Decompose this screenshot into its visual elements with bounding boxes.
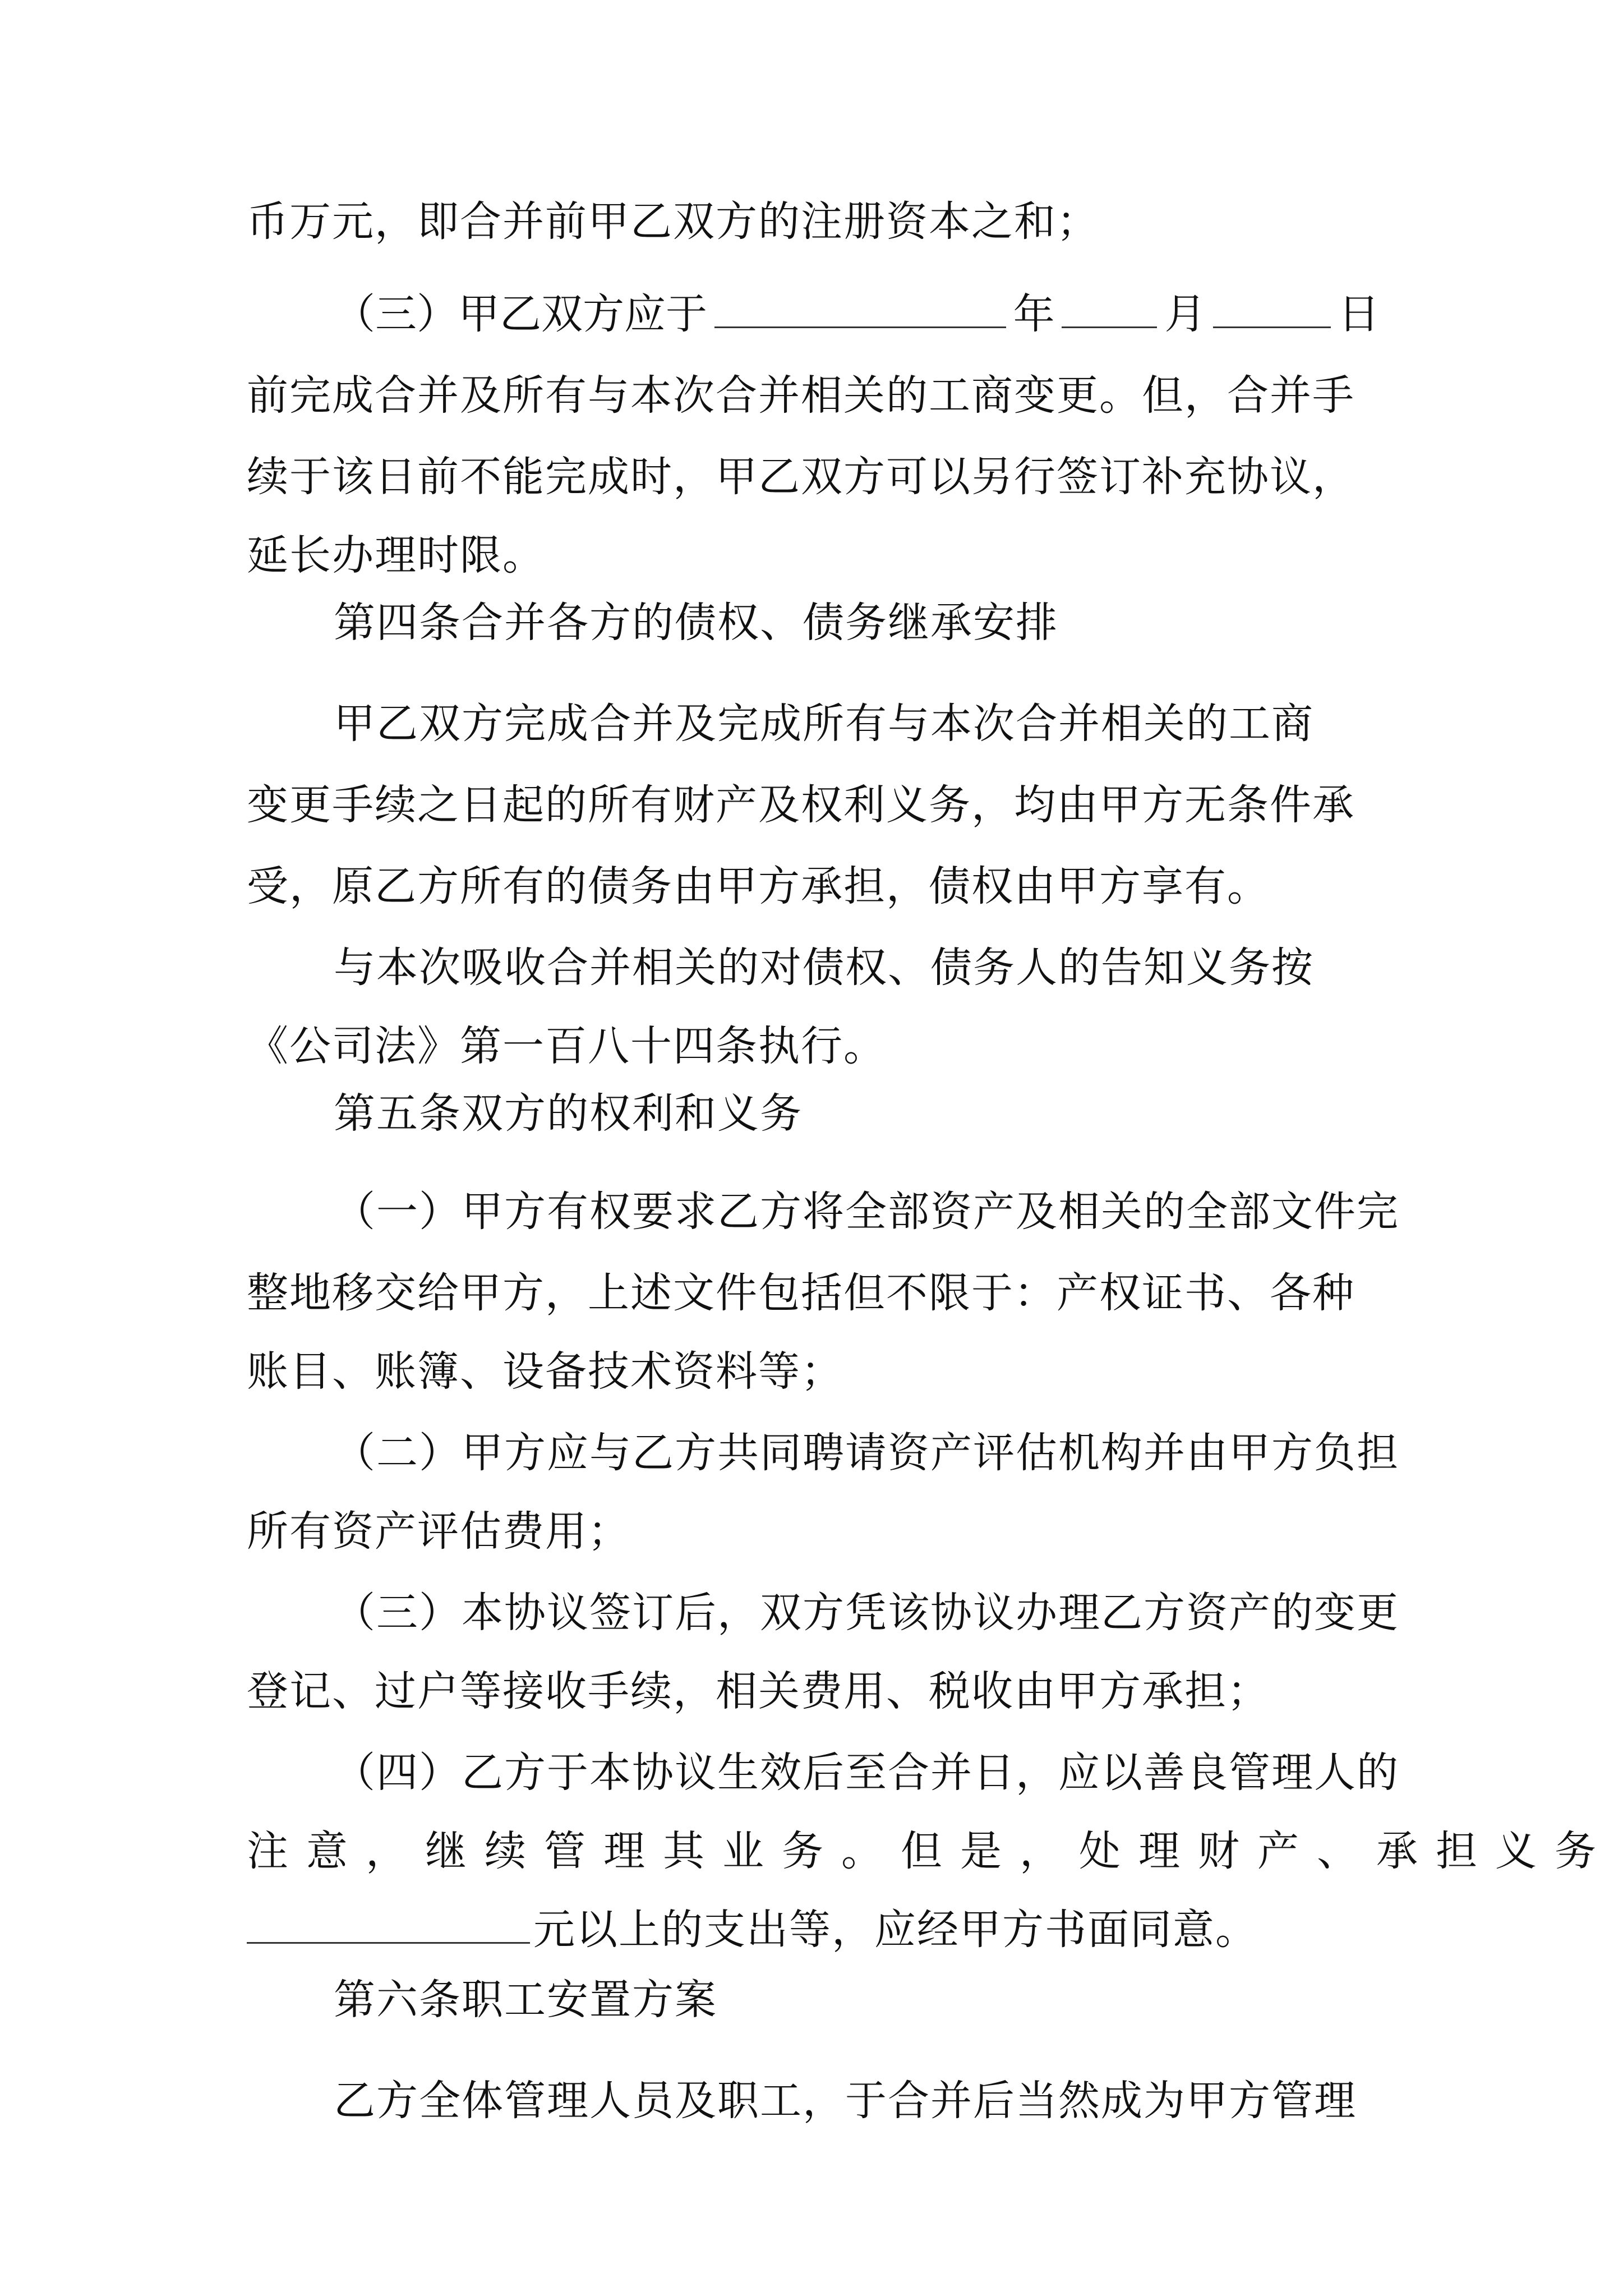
text-line: （四）乙方于本协议生效后至合并日，应以善良管理人的 <box>334 1749 1399 1797</box>
text-line: 币万元，即合并前甲乙双方的注册资本之和； <box>247 197 1099 246</box>
text-line: 与本次吸收合并相关的对债权、债务人的告知义务按 <box>334 944 1314 992</box>
date-line <box>334 286 1380 342</box>
text-line: 变更手续之日起的所有财产及权利义务，均由甲方无条件承 <box>247 781 1355 829</box>
text-line: 账目、账簿、设备技术资料等； <box>247 1347 843 1396</box>
text-line: 乙方全体管理人员及职工，于合并后当然成为甲方管理 <box>334 2077 1357 2125</box>
text-line: 受，原乙方所有的债务由甲方承担，债权由甲方享有。 <box>247 862 1270 910</box>
section-heading: 第五条双方的权利和义务 <box>334 1089 803 1138</box>
text-line: 续于该日前不能完成时，甲乙双方可以另行签订补充协议， <box>247 453 1355 501</box>
text-line: （一）甲方有权要求乙方将全部资产及相关的全部文件完 <box>334 1188 1399 1236</box>
text-segment: 日 <box>1338 290 1380 338</box>
text-line: 延长办理时限。 <box>247 531 545 579</box>
amount-blank <box>247 1902 530 1944</box>
day-blank <box>1213 286 1331 328</box>
text-line: 登记、过户等接收手续，相关费用、税收由甲方承担； <box>247 1667 1270 1715</box>
text-segment: 年 <box>1013 290 1055 338</box>
text-line: 所有资产评估费用； <box>247 1507 630 1556</box>
section-heading: 第四条合并各方的债权、债务继承安排 <box>334 599 1058 647</box>
text-segment: （三）甲乙双方应于 <box>334 290 707 338</box>
text-line: 《公司法》第一百八十四条执行。 <box>247 1022 886 1070</box>
text-segment: 注意，继续管理其业务。但是，处理财产、承担义务 <box>247 1827 1614 1875</box>
text-line: （二）甲方应与乙方共同聘请资产评估机构并由甲方负担 <box>334 1429 1399 1477</box>
text-line: 整地移交给甲方，上述文件包括但不限于：产权证书、各种 <box>247 1269 1355 1317</box>
money-line <box>247 1902 1258 1958</box>
text-line: （三）本协议签订后，双方凭该协议办理乙方资产的变更 <box>334 1589 1399 1637</box>
text-line: 前完成合并及所有与本次合并相关的工商变更。但，合并手 <box>247 371 1355 420</box>
text-segment: 元以上的支出等，应经甲方书面同意。 <box>533 1906 1258 1954</box>
year-blank <box>714 286 1006 328</box>
text-line <box>247 1823 1614 1879</box>
text-line: 甲乙双方完成合并及完成所有与本次合并相关的工商 <box>334 700 1314 748</box>
text-segment: 月 <box>1164 290 1206 338</box>
month-blank <box>1062 286 1157 328</box>
section-heading: 第六条职工安置方案 <box>334 1976 717 2024</box>
